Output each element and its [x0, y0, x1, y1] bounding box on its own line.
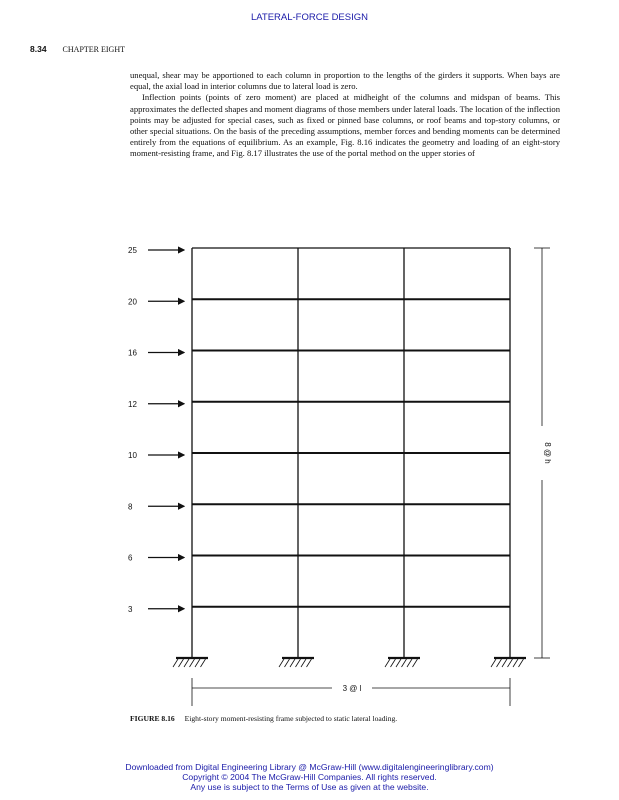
support-hatch: [179, 659, 184, 667]
support-hatch: [279, 659, 284, 667]
width-dimension-label: 3 @ l: [342, 684, 362, 693]
support-hatch: [296, 659, 301, 667]
figure-frame-diagram: [100, 230, 560, 715]
figure-caption-label: FIGURE 8.16: [130, 714, 175, 723]
running-head: [30, 44, 125, 54]
support-hatch: [290, 659, 295, 667]
load-label: 6: [128, 553, 133, 563]
load-label: 3: [128, 604, 133, 614]
support-hatch: [508, 659, 513, 667]
frame-diagram: [100, 230, 560, 710]
page-number: 8.34: [30, 44, 47, 54]
support-hatch: [502, 659, 507, 667]
load-label: 16: [128, 348, 137, 358]
paragraph-1: unequal, shear may be apportioned to each column in proportion to the lengths of the girders it supports. When bays are equal, the axial load in interior columns due to lateral load is zero.: [130, 70, 560, 92]
height-dimension-label: 8 @ h: [543, 442, 552, 464]
support-hatch: [413, 659, 418, 667]
support-hatch: [497, 659, 502, 667]
footer-copyright: Copyright © 2004 The McGraw-Hill Companies. All rights reserved.: [182, 772, 437, 782]
support-hatch: [402, 659, 407, 667]
support-hatch: [173, 659, 178, 667]
footer-download-link[interactable]: Downloaded from Digital Engineering Library @ McGraw-Hill (www.digitalengineeringlibrary.com): [125, 762, 494, 772]
support-hatch: [190, 659, 195, 667]
figure-caption-text: Eight-story moment-resisting frame subjected to static lateral loading.: [184, 714, 398, 723]
load-label: 25: [128, 246, 137, 255]
support-hatch: [513, 659, 518, 667]
chapter-title: CHAPTER EIGHT: [62, 45, 125, 54]
support-hatch: [307, 659, 312, 667]
support-hatch: [201, 659, 206, 667]
support-hatch: [285, 659, 290, 667]
site-header-title: LATERAL-FORCE DESIGN: [250, 12, 368, 23]
load-label: 20: [128, 297, 137, 307]
load-label: 10: [128, 451, 137, 460]
support-hatch: [301, 659, 306, 667]
figure-caption: [130, 714, 397, 723]
support-hatch: [491, 659, 496, 667]
support-hatch: [396, 659, 401, 667]
load-label: 8: [128, 502, 133, 512]
paragraph-2: Inflection points (points of zero moment) are placed at midheight of the columns and midspan of beams. This approximates the deflected shapes and moment diagrams of those members under lateral loads. The location of the inflection points may be adjusted for special cases, such as fixed or pinned base columns, or roof beams and top-story columns, or other special situations. On the basis of the preceding assumptions, member forces and bending moments can be determined entirely from the equations of equilibrium. As an example, Fig. 8.16 indicates the geometry and loading of an eight-story moment-resisting frame, and Fig. 8.17 illustrates the use of the portal method on the upper stories of: [130, 92, 560, 159]
footer: [0, 762, 619, 792]
footer-terms-link[interactable]: Any use is subject to the Terms of Use as given at the website.: [190, 782, 429, 792]
support-hatch: [407, 659, 412, 667]
support-hatch: [385, 659, 390, 667]
support-hatch: [195, 659, 200, 667]
support-hatch: [391, 659, 396, 667]
body-text: [130, 70, 560, 160]
support-hatch: [519, 659, 524, 667]
load-label: 12: [128, 399, 137, 409]
support-hatch: [184, 659, 189, 667]
